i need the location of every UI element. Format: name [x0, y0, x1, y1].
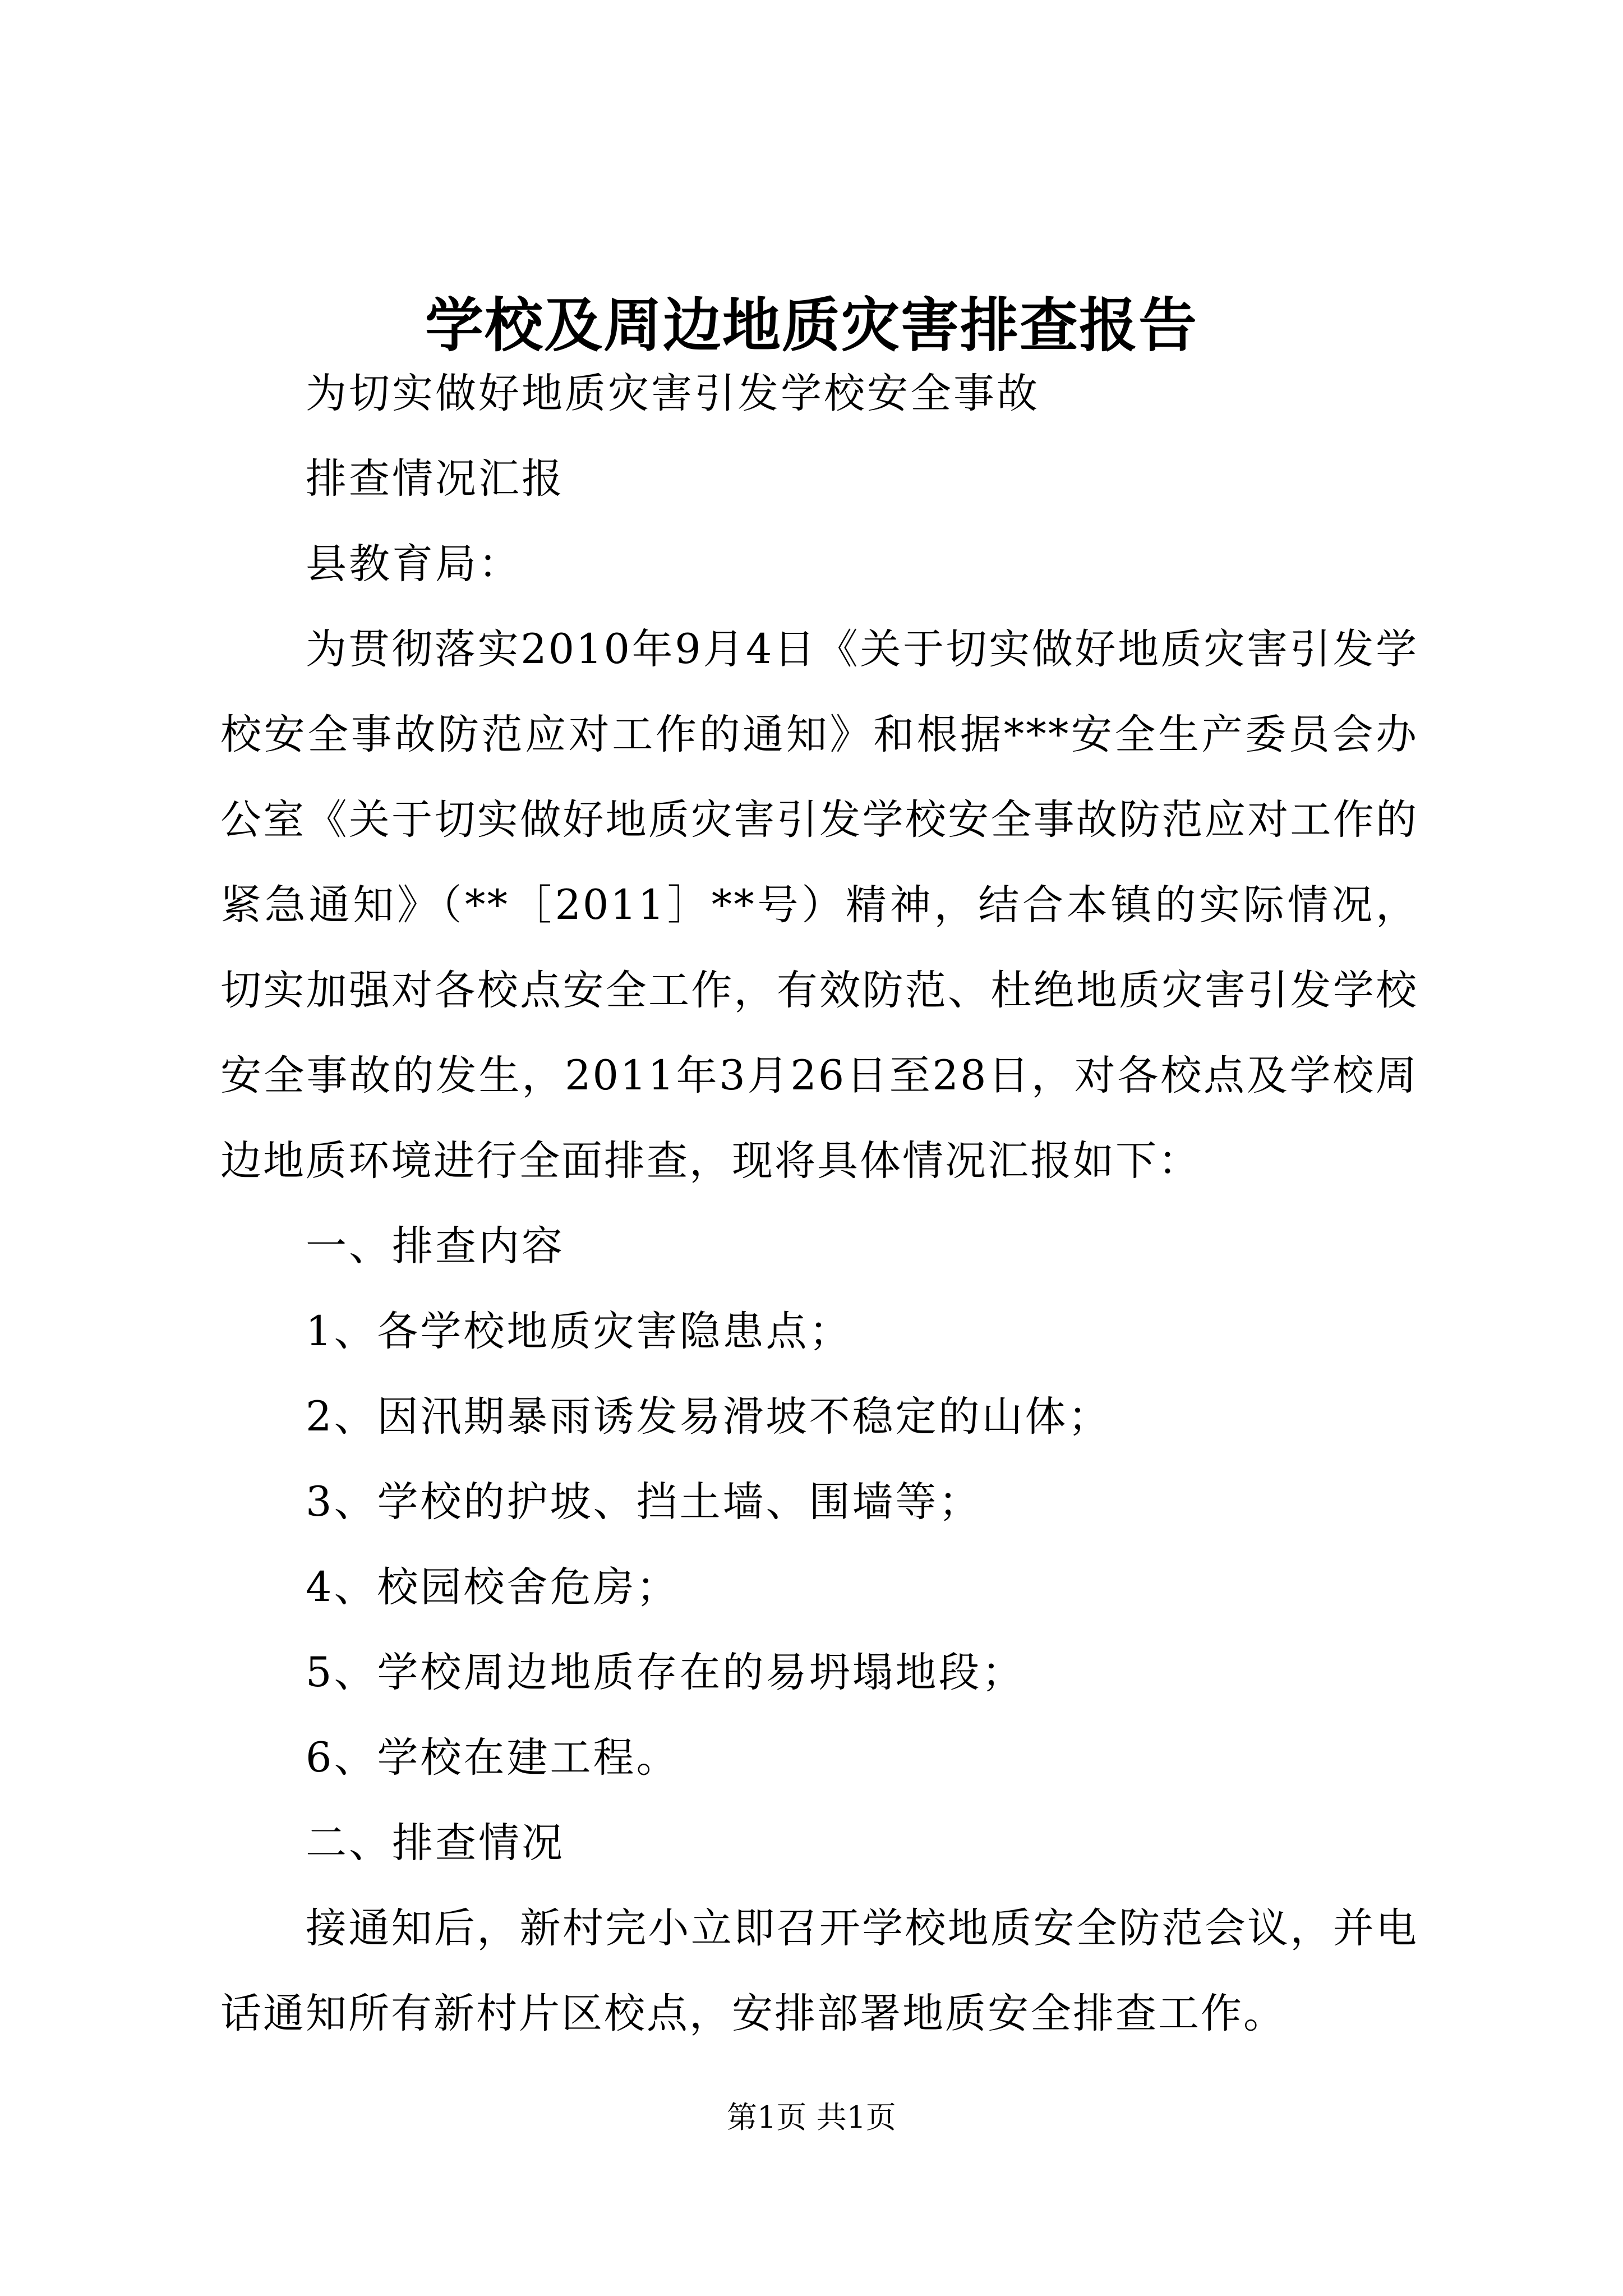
section-heading-content: 一、排查内容 — [306, 1222, 565, 1270]
salutation: 县教育局： — [306, 540, 522, 588]
situation-paragraph: 接通知后，新村完小立即召开学校地质安全防范会议，并电话通知所有新村片区校点，安排部署地质安全排查工作。 — [220, 1904, 1418, 2037]
document-title: 学校及周边地质灾害排查报告 — [425, 291, 1198, 360]
list-item: 1、各学校地质灾害隐患点； — [306, 1308, 852, 1355]
list-item: 6、学校在建工程。 — [306, 1734, 680, 1782]
list-item: 5、学校周边地质存在的易坍塌地段； — [306, 1649, 1025, 1696]
heading-line-purpose: 为切实做好地质灾害引发学校安全事故 — [306, 370, 1040, 417]
list-item: 4、校园校舍危房； — [306, 1563, 680, 1611]
list-item: 2、因汛期暴雨诱发易滑坡不稳定的山体； — [306, 1393, 1112, 1441]
intro-paragraph: 为贯彻落实2010年9月4日《关于切实做好地质灾害引发学校安全事故防范应对工作的通知》和根据***安全生产委员会办公室《关于切实做好地质灾害引发学校安全事故防范应对工作的紧急通知》（**［2011］**号）精神，结合本镇的实际情况，切实加强对各校点安全工作，有效防范、杜绝地质灾害引发学校安全事故的发生，2011年3月26日至28日，对各校点及学校周边地质环境进行全面排查，现将具体情况汇报如下： — [220, 625, 1418, 1185]
heading-line-report: 排查情况汇报 — [306, 455, 565, 503]
list-item: 3、学校的护坡、挡土墙、围墙等； — [306, 1478, 982, 1526]
page-number-footer: 第1页 共1页 — [727, 2100, 896, 2135]
document-body — [220, 351, 1418, 2056]
section-heading-situation: 二、排查情况 — [306, 1819, 565, 1867]
